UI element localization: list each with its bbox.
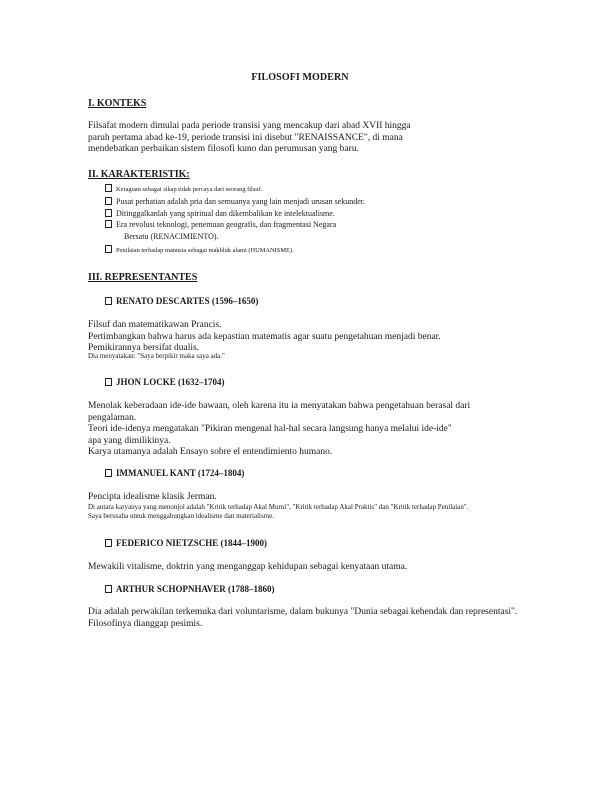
locke-paragraph (88, 401, 528, 459)
list-item-continuation: Bersatu (RENACIMIENTO). (124, 232, 219, 242)
list-item: Keraguan sebagai sikap tidak percaya dari seorang filsuf. (105, 184, 365, 196)
checkbox-bullet-icon (105, 245, 112, 253)
karakteristik-list (105, 184, 365, 257)
paragraph-line: Pertimbangkan bahwa harus ada kepastian matematis agar suatu pengetahuan menjadi benar. (88, 331, 441, 342)
checkbox-bullet-icon (105, 297, 112, 305)
paragraph-line: apa yang dimilikinya. (88, 435, 171, 446)
list-item: Era revolusi teknologi, penemuan geografis, dan fragmentasi Negara (105, 219, 365, 231)
representative-heading-descartes: RENATO DESCARTES (1596–1650) (105, 296, 258, 306)
checkbox-bullet-icon (105, 469, 112, 477)
paragraph-line: Filsafat modern dimulai pada periode transisi yang mencakup dari abad XVII hingga (88, 121, 411, 131)
paragraph-line: pengalaman. (88, 412, 137, 423)
descartes-quote: Dia menyatakan: "Saya berpikir maka saya ada." (88, 352, 225, 360)
paragraph-line: Filsuf dan matematikawan Prancis. (88, 320, 222, 330)
descartes-paragraph (88, 320, 528, 355)
checkbox-bullet-icon (105, 220, 112, 228)
section-heading-karakteristik: II. KARAKTERISTIK: (88, 169, 190, 180)
section-heading-representantes: III. REPRESENTANTES (88, 272, 198, 283)
konteks-paragraph (88, 121, 528, 156)
checkbox-bullet-icon (105, 539, 112, 547)
paragraph-line: Karya utamanya adalah Ensayo sobre el entendimiento humano. (88, 447, 333, 457)
checkbox-bullet-icon (105, 378, 112, 386)
paragraph-line: Filosofinya dianggap pesimis. (88, 618, 203, 629)
section-heading-konteks: I. KONTEKS (88, 98, 147, 109)
list-item: Ditinggalkanlah yang spiritual dan dikembalikan ke intelektualisme. (105, 208, 365, 220)
paragraph-line: Mewakili vitalisme, doktrin yang menganggap kehidupan sebagai kenyataan utama. (88, 562, 408, 572)
paragraph-line: Teori ide-idenya mengatakan "Pikiran mengenal hal-hal secara langsung hanya melalui ide-ide" (88, 424, 452, 434)
list-item: Penilaian terhadap manusia sebagai makhluk alami (HUMANISME). (105, 245, 365, 257)
kant-paragraph (88, 492, 528, 504)
representative-heading-schopenhauer: ARTHUR SCHOPNHAVER (1788–1860) (105, 584, 275, 594)
nietzsche-paragraph (88, 562, 528, 574)
paragraph-line: Menolak keberadaan ide-ide bawaan, oleh karena itu ia menyatakan bahwa pengetahuan berasal dari (88, 401, 471, 411)
document-title: FILOSOFI MODERN (251, 72, 349, 83)
paragraph-line: paruh pertama abad ke-19, periode transisi ini disebut "RENAISSANCE", di mana (88, 132, 403, 143)
representative-heading-nietzsche: FEDERICO NIETZSCHE (1844–1900) (105, 538, 267, 548)
paragraph-line: Pencipta idealisme klasik Jerman. (88, 492, 217, 502)
paragraph-line: mendebatkan perbaikan sistem filosofi kuno dan perumusan yang baru. (88, 144, 359, 154)
kant-notes: Di antara karyanya yang menonjol adalah "Kritik terhadap Akal Murni", "Kritik terhadap Akal Praktis" dan "Kritik terhadap Penilaian". Saya berusaha untuk menggabungkan idealisme dan materialisme. (88, 503, 469, 520)
checkbox-bullet-icon (105, 209, 112, 217)
schopenhauer-paragraph (88, 607, 528, 630)
checkbox-bullet-icon (105, 197, 112, 205)
representative-heading-kant: IMMANUEL KANT (1724–1804) (105, 468, 244, 478)
checkbox-bullet-icon (105, 184, 112, 192)
representative-heading-locke: JHON LOCKE (1632–1704) (105, 377, 225, 387)
list-item: Pusat perhatian adalah pria dan semuanya yang lain menjadi urusan sekunder. (105, 196, 365, 208)
paragraph-line: Pemikirannya bersifat dualis. (88, 343, 200, 353)
checkbox-bullet-icon (105, 585, 112, 593)
paragraph-line: Dia adalah perwakilan terkemuka dari voluntarisme, dalam bukunya "Dunia sebagai kehendak dan representasi". (88, 607, 518, 617)
